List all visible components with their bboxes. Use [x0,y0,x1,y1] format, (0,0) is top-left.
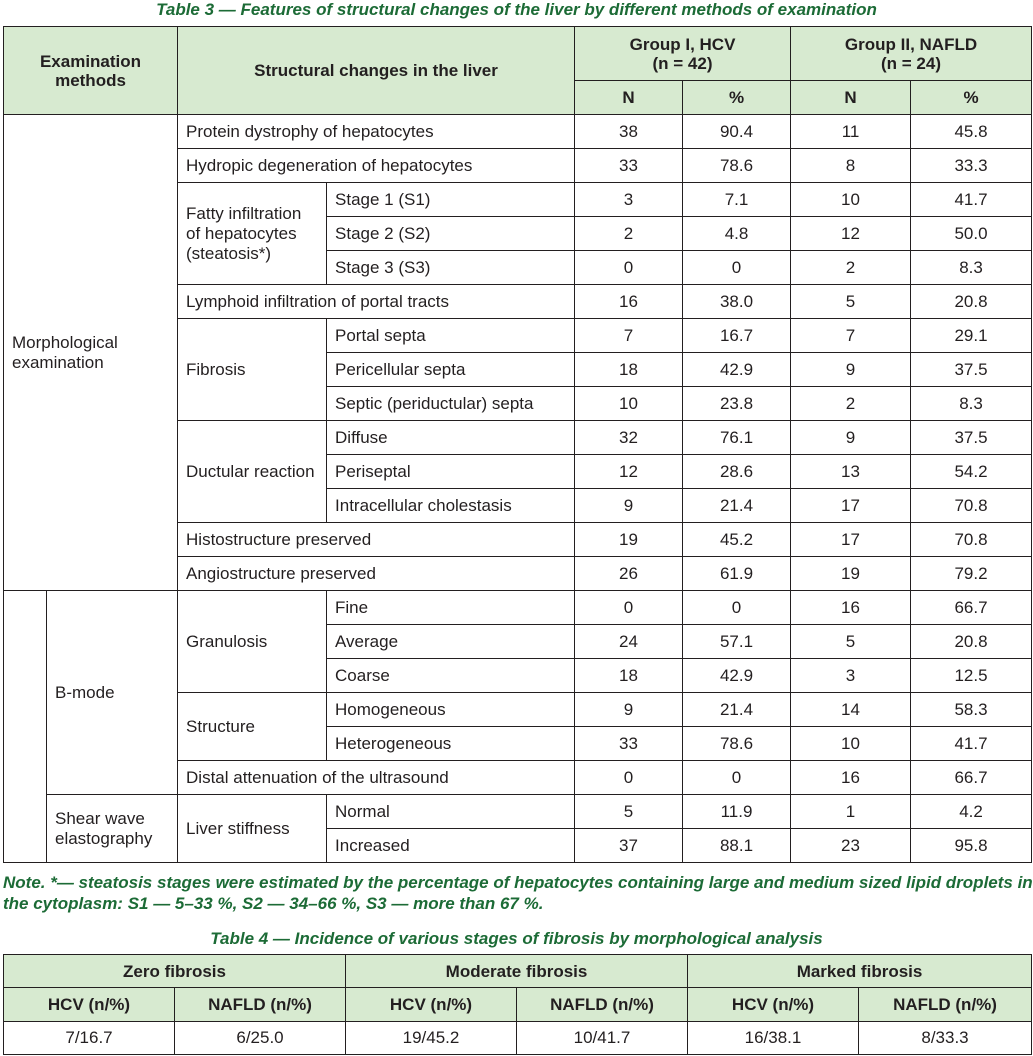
row-label: Pericellular septa [327,353,575,387]
header-group1 [575,27,791,81]
value-n2: 2 [791,387,911,421]
value-p1: 7.1 [683,183,791,217]
value-n1: 26 [575,557,683,591]
value-p1: 78.6 [683,149,791,183]
value-p1: 42.9 [683,353,791,387]
header-pct: % [911,81,1032,115]
row-label: Septic (periductular) septa [327,387,575,421]
value-p2: 4.2 [911,795,1032,829]
value-moderate-nafld: 10/41.7 [517,1022,688,1055]
value-n1: 3 [575,183,683,217]
value-moderate-hcv: 19/45.2 [346,1022,517,1055]
table3 [3,26,1032,863]
value-p2: 50.0 [911,217,1032,251]
value-p2: 29.1 [911,319,1032,353]
value-p1: 21.4 [683,693,791,727]
value-n2: 3 [791,659,911,693]
group1-label: Group I, HCV [629,34,736,54]
value-p1: 57.1 [683,625,791,659]
value-zero-hcv: 7/16.7 [4,1022,175,1055]
value-n2: 16 [791,761,911,795]
value-n2: 1 [791,795,911,829]
value-n2: 5 [791,625,911,659]
group-liver-stiffness: Liver stiffness [178,795,327,863]
value-p1: 90.4 [683,115,791,149]
value-p1: 21.4 [683,489,791,523]
value-p2: 33.3 [911,149,1032,183]
row-label: Homogeneous [327,693,575,727]
value-p2: 66.7 [911,591,1032,625]
value-p1: 61.9 [683,557,791,591]
value-p2: 66.7 [911,761,1032,795]
subheader-hcv: HCV (n/%) [346,988,517,1022]
value-n1: 24 [575,625,683,659]
value-p1: 76.1 [683,421,791,455]
value-p1: 42.9 [683,659,791,693]
value-p2: 37.5 [911,421,1032,455]
value-p1: 88.1 [683,829,791,863]
value-p2: 95.8 [911,829,1032,863]
header-methods: Examination methods [4,27,178,115]
value-p1: 78.6 [683,727,791,761]
value-p1: 0 [683,251,791,285]
row-label: Histostructure preserved [178,523,575,557]
subheader-hcv: HCV (n/%) [4,988,175,1022]
group1-n: (n = 42) [652,53,713,73]
row-label: Hydropic degeneration of hepatocytes [178,149,575,183]
value-p2: 41.7 [911,183,1032,217]
value-p2: 8.3 [911,251,1032,285]
value-n2: 13 [791,455,911,489]
value-n2: 10 [791,727,911,761]
value-n2: 17 [791,489,911,523]
row-label: Stage 2 (S2) [327,217,575,251]
value-n2: 19 [791,557,911,591]
value-n1: 18 [575,659,683,693]
table4 [3,954,1032,1055]
value-p1: 0 [683,761,791,795]
method-b-mode: B-mode [47,591,178,795]
value-marked-hcv: 16/38.1 [688,1022,859,1055]
table3-note: Note. *— steatosis stages were estimated by the percentage of hepatocytes containing large and medium sized lipid droplets in the cytoplasm: S1 — 5–33 %, S2 — 34–66 %, S3 — more than 67 %. [3,873,1033,913]
subheader-hcv: HCV (n/%) [688,988,859,1022]
row-label: Average [327,625,575,659]
value-n1: 33 [575,727,683,761]
value-n1: 12 [575,455,683,489]
header-n: N [791,81,911,115]
value-p2: 8.3 [911,387,1032,421]
group-structure: Structure [178,693,327,761]
value-n1: 9 [575,489,683,523]
value-p2: 37.5 [911,353,1032,387]
row-label: Diffuse [327,421,575,455]
value-n1: 38 [575,115,683,149]
row-label: Coarse [327,659,575,693]
table3-caption: Table 3 — Features of structural changes of the liver by different methods of examination [156,0,877,19]
value-zero-nafld: 6/25.0 [175,1022,346,1055]
subheader-nafld: NAFLD (n/%) [517,988,688,1022]
value-p1: 0 [683,591,791,625]
method-ultrasound [4,591,47,863]
value-p2: 79.2 [911,557,1032,591]
value-p2: 41.7 [911,727,1032,761]
header-moderate-fibrosis: Moderate fibrosis [346,955,688,988]
value-n1: 0 [575,761,683,795]
header-changes: Structural changes in the liver [178,27,575,115]
value-n1: 10 [575,387,683,421]
value-n2: 7 [791,319,911,353]
subheader-nafld: NAFLD (n/%) [859,988,1032,1022]
value-n1: 9 [575,693,683,727]
row-label: Increased [327,829,575,863]
header-zero-fibrosis: Zero fibrosis [4,955,346,988]
row-label: Intracellular cholestasis [327,489,575,523]
row-label: Portal septa [327,319,575,353]
value-p1: 28.6 [683,455,791,489]
value-n1: 33 [575,149,683,183]
value-n1: 16 [575,285,683,319]
value-p1: 11.9 [683,795,791,829]
row-label: Distal attenuation of the ultrasound [178,761,575,795]
row-label: Stage 1 (S1) [327,183,575,217]
value-n2: 17 [791,523,911,557]
value-p2: 45.8 [911,115,1032,149]
value-p2: 12.5 [911,659,1032,693]
row-label: Stage 3 (S3) [327,251,575,285]
value-n2: 23 [791,829,911,863]
value-p1: 16.7 [683,319,791,353]
row-label: Heterogeneous [327,727,575,761]
row-label: Fine [327,591,575,625]
value-p1: 38.0 [683,285,791,319]
value-p2: 20.8 [911,285,1032,319]
header-pct: % [683,81,791,115]
value-n1: 5 [575,795,683,829]
value-p2: 70.8 [911,489,1032,523]
group-fibrosis: Fibrosis [178,319,327,421]
row-label: Periseptal [327,455,575,489]
value-p1: 4.8 [683,217,791,251]
method-morphological: Morphological examination [4,115,178,591]
value-p2: 54.2 [911,455,1032,489]
value-n1: 37 [575,829,683,863]
value-n1: 18 [575,353,683,387]
subheader-nafld: NAFLD (n/%) [175,988,346,1022]
value-p1: 45.2 [683,523,791,557]
value-p2: 58.3 [911,693,1032,727]
value-n2: 9 [791,421,911,455]
method-shear-wave: Shear wave elastography [47,795,178,863]
value-n1: 19 [575,523,683,557]
value-n2: 2 [791,251,911,285]
value-n2: 5 [791,285,911,319]
value-n2: 9 [791,353,911,387]
group-fatty-infiltration: Fatty infiltration of hepatocytes (steatosis*) [178,183,327,285]
value-p2: 20.8 [911,625,1032,659]
value-n2: 10 [791,183,911,217]
value-marked-nafld: 8/33.3 [859,1022,1032,1055]
group2-label: Group II, NAFLD [844,34,978,54]
value-n2: 12 [791,217,911,251]
row-label: Normal [327,795,575,829]
value-n1: 0 [575,591,683,625]
value-p1: 23.8 [683,387,791,421]
value-n1: 32 [575,421,683,455]
header-marked-fibrosis: Marked fibrosis [688,955,1032,988]
group2-n: (n = 24) [881,53,942,73]
value-n1: 7 [575,319,683,353]
value-n2: 11 [791,115,911,149]
row-label: Angiostructure preserved [178,557,575,591]
value-n2: 14 [791,693,911,727]
value-p2: 70.8 [911,523,1032,557]
value-n1: 0 [575,251,683,285]
row-label: Lymphoid infiltration of portal tracts [178,285,575,319]
header-n: N [575,81,683,115]
group-ductular-reaction: Ductular reaction [178,421,327,523]
row-label: Protein dystrophy of hepatocytes [178,115,575,149]
group-granulosis: Granulosis [178,591,327,693]
value-n2: 8 [791,149,911,183]
header-group2 [791,27,1032,81]
table4-caption: Table 4 — Incidence of various stages of fibrosis by morphological analysis [210,929,823,948]
value-n2: 16 [791,591,911,625]
value-n1: 2 [575,217,683,251]
